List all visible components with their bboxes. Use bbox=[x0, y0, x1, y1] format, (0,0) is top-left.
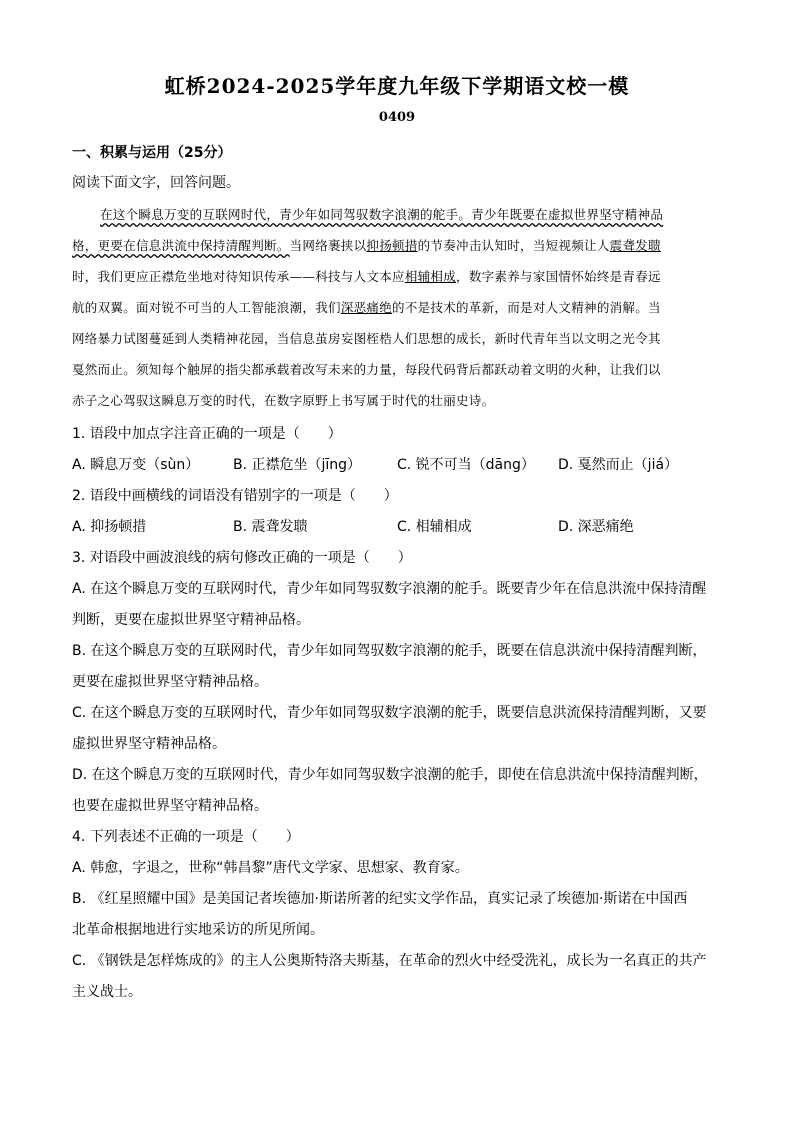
passage-line-4 bbox=[72, 298, 722, 316]
passage-text: 时，我们更应正襟危坐地对待知识传承——科技与人文本应 bbox=[72, 269, 405, 284]
q4-option-a[interactable]: A. 韩愈，字退之，世称“韩昌黎”唐代文学家、思想家、教育家。 bbox=[72, 860, 469, 876]
q3-option-b-line-2[interactable]: 更要在虚拟世界坚守精神品格。 bbox=[72, 674, 268, 690]
q4-option-c-line-1[interactable]: C. 《钢铁是怎样炼成的》的主人公奥斯特洛夫斯基，在革命的烈火中经受洗礼，成长为一名真正的共产 bbox=[72, 953, 707, 969]
passage-text: 的不是技术的革新，而是对人文精神的消解。当 bbox=[392, 300, 661, 315]
wavy-sentence-part-2: 格，更要在信息洪流中保持清醒判断。 bbox=[72, 238, 290, 253]
q3-option-d-line-2[interactable]: 也要在虚拟世界坚守精神品格。 bbox=[72, 798, 268, 814]
q3-option-c-line-1[interactable]: C. 在这个瞬息万变的互联网时代，青少年如同驾驭数字浪潮的舵手，既要信息洪流保持清醒判断，又要 bbox=[72, 705, 707, 721]
q3-option-d-line-1[interactable]: D. 在这个瞬息万变的互联网时代，青少年如同驾驭数字浪潮的舵手，即使在信息洪流中保持清醒判断， bbox=[72, 767, 708, 783]
wavy-sentence-part-1: 在这个瞬息万变的互联网时代，青少年如同驾驭数字浪潮的舵手。青少年既要在虚拟世界坚守精神品 bbox=[100, 207, 664, 222]
q3-option-b-line-1[interactable]: B. 在这个瞬息万变的互联网时代，青少年如同驾驭数字浪潮的舵手，既要在信息洪流中保持清醒判断， bbox=[72, 643, 707, 659]
q4-option-b-line-2[interactable]: 北革命根据地进行实地采访的所见所闻。 bbox=[72, 922, 324, 938]
passage-line-3 bbox=[72, 267, 722, 285]
q1-option-b[interactable]: B. 正襟危坐（jīng） bbox=[233, 457, 362, 473]
passage-text: 的节奏冲击认知时，当短视频让人 bbox=[417, 238, 610, 253]
exam-code: 0409 bbox=[378, 110, 416, 125]
passage-text: 航的双翼。面对锐不可当的人工智能浪潮，我们 bbox=[72, 300, 341, 315]
underlined-word-3: 相辅相成 bbox=[404, 269, 457, 284]
question-1-stem: 1. 语段中加点字注音正确的一项是（ ） bbox=[72, 426, 342, 442]
q1-option-d[interactable]: D. 戛然而止（jiá） bbox=[558, 457, 679, 473]
section-intro: 阅读下面文字，回答问题。 bbox=[72, 175, 240, 191]
q2-option-d[interactable]: D. 深恶痛绝 bbox=[558, 519, 634, 535]
underlined-word-1: 抑扬顿措 bbox=[366, 238, 418, 253]
passage-line-7: 赤子之心驾驭这瞬息万变的时代，在数字原野上书写属于时代的壮丽史诗。 bbox=[72, 393, 495, 408]
q2-option-b[interactable]: B. 震聋发聩 bbox=[233, 519, 308, 535]
q1-option-a[interactable]: A. 瞬息万变（sùn） bbox=[72, 457, 200, 473]
q4-option-b-line-1[interactable]: B. 《红星照耀中国》是美国记者埃德加·斯诺所著的纪实文学作品，真实记录了埃德加·斯诺在中国西 bbox=[72, 891, 688, 907]
question-3-stem: 3. 对语段中画波浪线的病句修改正确的一项是（ ） bbox=[72, 550, 412, 566]
passage-line-2 bbox=[72, 236, 722, 254]
question-2-stem: 2. 语段中画横线的词语没有错别字的一项是（ ） bbox=[72, 488, 398, 504]
passage-line-5: 网络暴力试图蔓延到人类精神花园，当信息茧房妄图桎梏人们思想的成长，新时代青年当以文明之光令其 bbox=[72, 331, 661, 346]
passage-text: ，数字素养与家国情怀始终是青春远 bbox=[456, 269, 661, 284]
passage-line-6: 戛然而止。须知每个触屏的指尖都承载着改写未来的力量，每段代码背后都跃动着文明的火种，让我们以 bbox=[72, 362, 661, 377]
page-title: 虹桥2024-2025学年度九年级下学期语文校一模 bbox=[164, 74, 630, 98]
q4-option-c-line-2[interactable]: 主义战士。 bbox=[72, 984, 142, 1000]
passage-line-1 bbox=[100, 205, 720, 223]
q1-option-c[interactable]: C. 锐不可当（dāng） bbox=[397, 457, 535, 473]
question-4-stem: 4. 下列表述不正确的一项是（ ） bbox=[72, 829, 300, 845]
q3-option-a-line-2[interactable]: 判断，更要在虚拟世界坚守精神品格。 bbox=[72, 612, 310, 628]
q3-option-a-line-1[interactable]: A. 在这个瞬息万变的互联网时代，青少年如同驾驭数字浪潮的舵手。既要青少年在信息洪流中保持清醒 bbox=[72, 581, 707, 597]
q2-option-c[interactable]: C. 相辅相成 bbox=[397, 519, 472, 535]
passage-text: 当网络裹挟以 bbox=[289, 238, 367, 253]
underlined-word-4: 深恶痛绝 bbox=[340, 300, 393, 315]
q3-option-c-line-2[interactable]: 虚拟世界坚守精神品格。 bbox=[72, 736, 226, 752]
underlined-word-2: 震聋发聩 bbox=[609, 238, 661, 253]
section-heading: 一、积累与运用（25分） bbox=[72, 145, 232, 161]
q2-option-a[interactable]: A. 抑扬顿措 bbox=[72, 519, 147, 535]
